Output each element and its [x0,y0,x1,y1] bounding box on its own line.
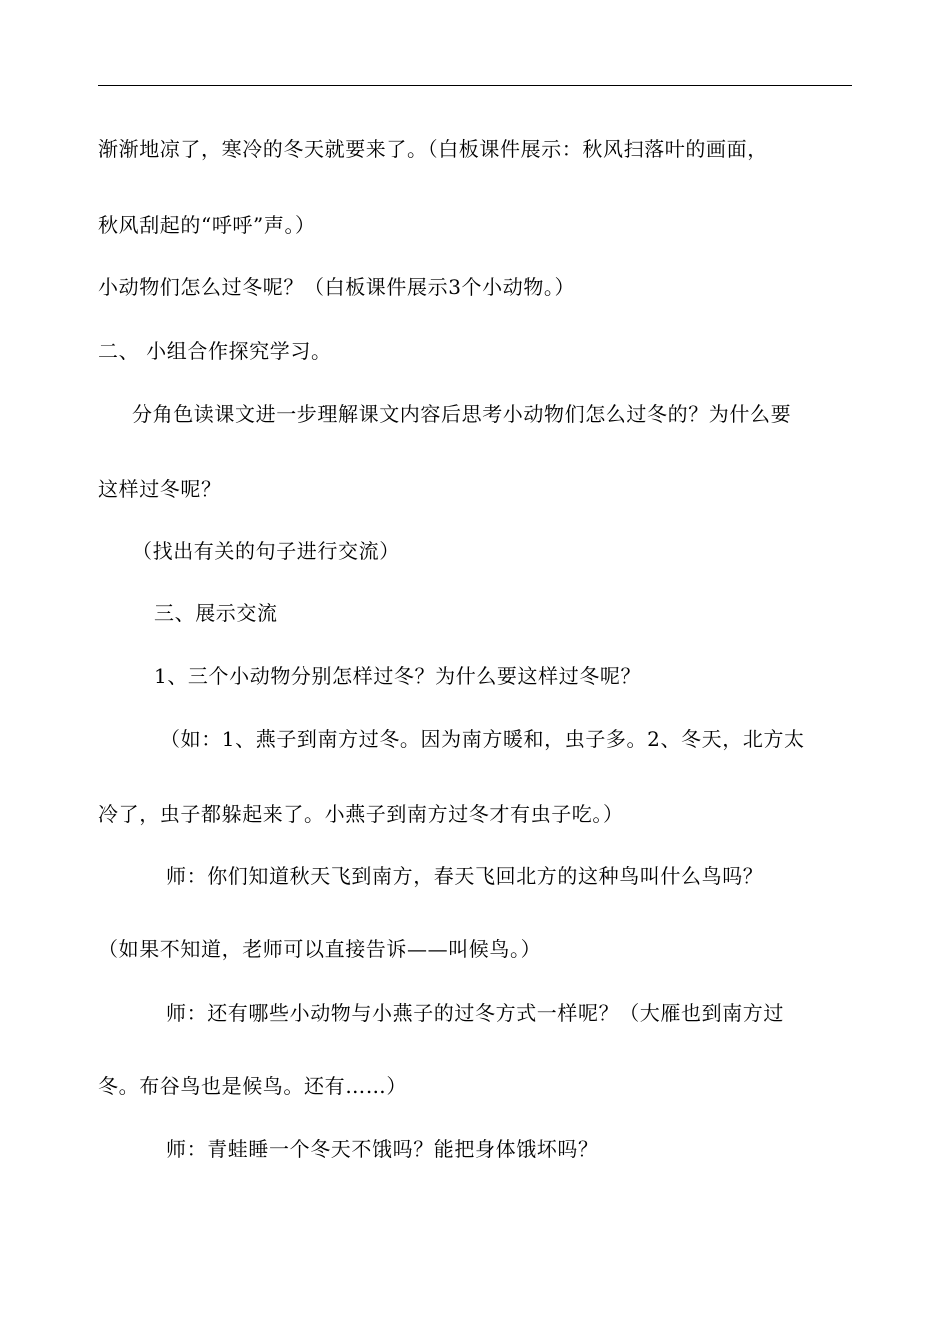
text-line: 冷了，虫子都躲起来了。小燕子到南方过冬才有虫子吃。） [98,802,624,826]
text-line: 秋风刮起的“呼呼”声。） [98,213,316,237]
section-heading: 三、展示交流 [154,601,278,625]
text-line: 师：还有哪些小动物与小燕子的过冬方式一样呢？（大雁也到南方过 [166,1001,784,1025]
text-line: 小动物们怎么过冬呢？（白板课件展示3个小动物。） [98,275,576,299]
text-line: （找出有关的句子进行交流） [132,539,400,563]
text-line: 这样过冬呢？ [98,477,222,501]
text-line: 渐渐地凉了，寒冷的冬天就要来了。（白板课件展示：秋风扫落叶的画面， [98,137,768,161]
text-line: 冬。布谷鸟也是候鸟。还有……） [98,1074,407,1098]
text-line: （如：1、燕子到南方过冬。因为南方暖和，虫子多。2、冬天，北方太 [160,727,805,751]
text-line: 师：你们知道秋天飞到南方，春天飞回北方的这种鸟叫什么鸟吗？ [166,864,764,888]
text-line: 师：青蛙睡一个冬天不饿吗？能把身体饿坏吗？ [166,1137,599,1161]
text-line: （如果不知道，老师可以直接告诉——叫候鸟。） [98,937,542,961]
header-rule [98,85,852,86]
text-line: 1、三个小动物分别怎样过冬？为什么要这样过冬呢？ [154,664,642,688]
section-heading: 二、 小组合作探究学习。 [98,339,332,363]
text-line: 分角色读课文进一步理解课文内容后思考小动物们怎么过冬的？为什么要 [132,402,792,426]
